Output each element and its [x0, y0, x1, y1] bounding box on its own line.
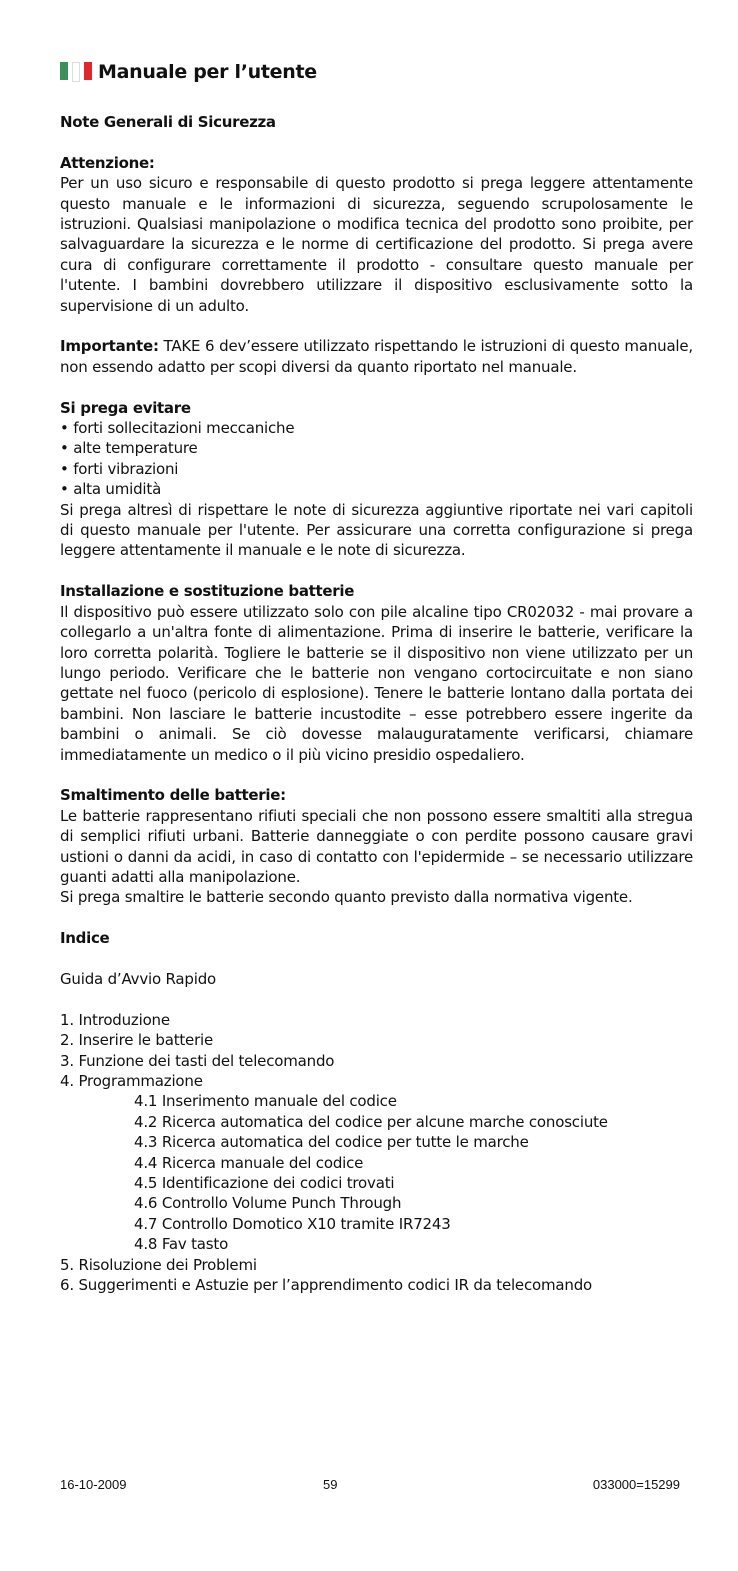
toc-item: 6. Suggerimenti e Astuzie per l’apprendimento codici IR da telecomando	[60, 1276, 592, 1295]
table-of-contents	[60, 1010, 693, 1296]
toc-item: 4. Programmazione	[60, 1071, 203, 1090]
toc-subitem: 4.4 Ricerca manuale del codice	[134, 1153, 364, 1172]
list-item: • alta umidità	[60, 480, 162, 499]
toc-subitem: 4.7 Controllo Domotico X10 tramite IR7243	[134, 1214, 451, 1233]
battery-disposal-text-2: Si prega smaltire le batterie secondo quanto previsto dalla normativa vigente.	[60, 888, 633, 907]
list-item: • forti vibrazioni	[60, 459, 179, 478]
battery-disposal-text: Le batterie rappresentano rifiuti speciali che non possono essere smaltiti alla stregua di semplici rifiuti urbani. Batterie danneggiate o con perdite possono causare gravi ustioni o danni da acidi, in caso di contatto con l'epidermide – se necessario utilizzare guanti adatti alla manipolazione.	[60, 806, 693, 886]
toc-subitem: 4.1 Inserimento manuale del codice	[134, 1092, 397, 1111]
battery-install-text: Il dispositivo può essere utilizzato solo con pile alcaline tipo CR02032 - mai provare a collegarlo a un'altra fonte di alimentazione. Prima di inserire le batterie, verificare la loro corretta polarità. Togliere le batterie se il dispositivo non viene utilizzato per un lungo periodo. Verificare che le batterie non vengano cortocircuitate e non siano gettate nel fuoco (pericolo di esplosione). Tenere le batterie lontano dalla portata dei bambini. Non lasciare le batterie incustodite – esse potrebbero essere ingerite da bambini o animali. Se ciò dovesse malauguratamente verificarsi, chiamare immediatamente un medico o il più vicino presidio ospedaliero.	[60, 602, 693, 764]
attention-label: Attenzione:	[60, 153, 155, 172]
italian-flag-icon	[60, 62, 92, 82]
footer-date: 16-10-2009	[60, 1477, 127, 1492]
battery-disposal-heading: Smaltimento delle batterie:	[60, 786, 286, 805]
avoid-text: Si prega altresì di rispettare le note di sicurezza aggiuntive riportate nei vari capitoli di questo manuale per l'utente. Per assicurare una corretta configurazione si prega leggere attentamente il manuale e le note di sicurezza.	[60, 500, 693, 560]
important-paragraph	[60, 336, 693, 377]
page-footer	[60, 1477, 680, 1495]
toc-item: 2. Inserire le batterie	[60, 1031, 214, 1050]
toc-item: 3. Funzione dei tasti del telecomando	[60, 1051, 335, 1070]
list-item: • forti sollecitazioni meccaniche	[60, 419, 295, 438]
footer-page-number: 59	[323, 1477, 338, 1492]
footer-code: 033000=15299	[592, 1477, 680, 1492]
title-row	[60, 58, 693, 86]
safety-heading: Note Generali di Sicurezza	[60, 113, 276, 131]
page-title: Manuale per l’utente	[98, 61, 317, 83]
toc-subitem: 4.6 Controllo Volume Punch Through	[134, 1194, 402, 1213]
battery-install-heading: Installazione e sostituzione batterie	[60, 582, 355, 601]
index-heading: Indice	[60, 929, 110, 948]
important-label: Importante:	[60, 337, 159, 356]
manual-page	[60, 58, 693, 1295]
toc-subitem: 4.2 Ricerca automatica del codice per alcune marche conosciute	[134, 1112, 608, 1131]
quick-guide-title: Guida d’Avvio Rapido	[60, 969, 216, 988]
toc-subitem: 4.3 Ricerca automatica del codice per tutte le marche	[134, 1133, 529, 1152]
attention-text: Per un uso sicuro e responsabile di questo prodotto si prega leggere attentamente questo manuale e le informazioni di sicurezza, seguendo scrupolosamente le istruzioni. Qualsiasi manipolazione o modifica tecnica del prodotto sono proibite, per salvaguardare la sicurezza e le norme di certificazione del prodotto. Si prega avere cura di configurare correttamente il prodotto - consultare questo manuale per l'utente. I bambini dovrebbero utilizzare il dispositivo esclusivamente sotto la supervisione di un adulto.	[60, 174, 693, 315]
toc-item: 5. Risoluzione dei Problemi	[60, 1255, 257, 1274]
avoid-heading: Si prega evitare	[60, 398, 191, 417]
toc-subitem: 4.5 Identificazione dei codici trovati	[134, 1174, 395, 1192]
toc-item: 1. Introduzione	[60, 1010, 170, 1029]
important-text: TAKE 6 dev’essere utilizzato rispettando le istruzioni di questo manuale, non essendo adatto per scopi diversi da quanto riportato nel manuale.	[60, 337, 693, 376]
toc-subitem: 4.8 Fav tasto	[134, 1235, 229, 1254]
list-item: • alte temperature	[60, 439, 198, 458]
avoid-list	[60, 418, 693, 500]
